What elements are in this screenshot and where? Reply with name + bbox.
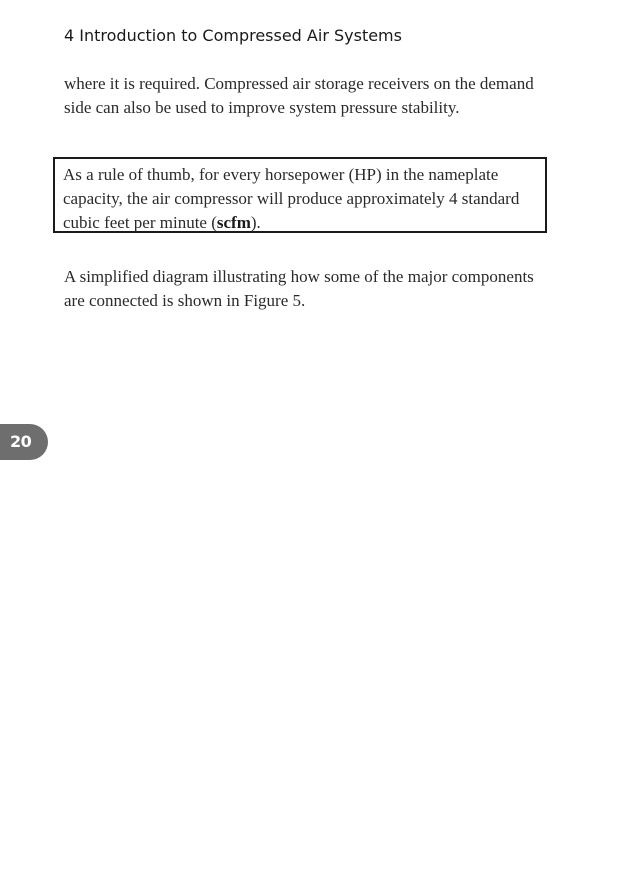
rule-of-thumb-text — [63, 163, 533, 235]
rule-text-after: ). — [250, 213, 261, 232]
scfm-abbreviation: scfm — [216, 213, 251, 232]
body-paragraph-2: A simplified diagram illustrating how some of the major components are connected is shown in Figure 5. — [64, 267, 534, 310]
rule-of-thumb-box — [53, 157, 547, 233]
body-paragraph-1: where it is required. Compressed air storage receivers on the demand side can also be used to improve system pressure stability. — [64, 74, 534, 117]
page-number: 20 — [10, 432, 32, 451]
running-head: 4 Introduction to Compressed Air Systems — [64, 26, 402, 45]
page-number-tab — [0, 424, 48, 460]
rule-text-before: As a rule of thumb, for every horsepower (HP) in the nameplate capacity, the air compressor will produce approximately 4 standard cubic feet per minute ( — [63, 165, 520, 232]
